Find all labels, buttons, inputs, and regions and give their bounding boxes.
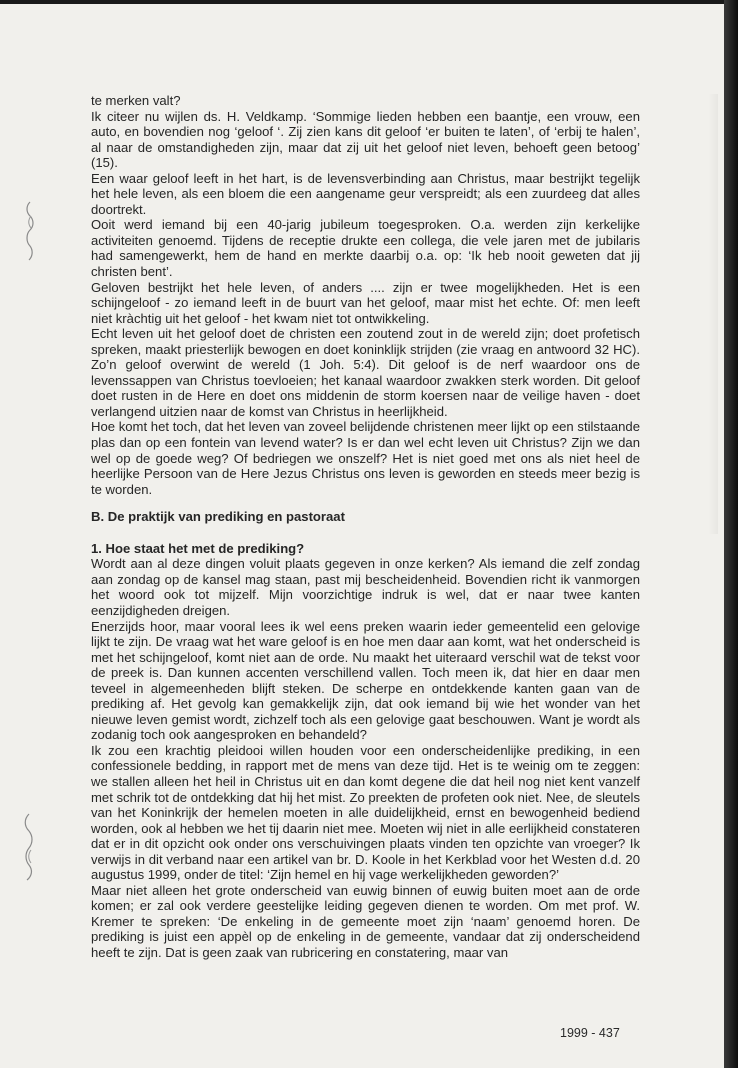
paragraph: Ik zou een krachtig pleidooi willen houden voor een onderscheidenlijke prediking, in een confessionele bedding, in rapport met de mens van deze tijd. Het is te weinig om te zeggen: we stallen alleen het heil in Christus uit en dan komt degene die dat heil nog niet kent vanzelf met schrik tot de ontdekking dat hij het mist. Zo preekten de profeten ook niet. Nee, de sleutels van het Koninkrijk der hemelen moeten in alle duidelijkheid, ernst en bewogenheid bediend worden, ook al hebben we het tij daarin niet mee. Moeten wij niet in alle eerlijkheid constateren dat er in dit opzicht ook onder ons verschuivingen plaats vinden ten opzichte van vroeger? Ik verwijs in dit verband naar een artikel van br. D. Koole in het Kerkblad voor het Westen d.d. 20 augustus 1999, onder de titel: ‘Zijn hemel en hij vage werkelijkheden geworden?’ xyxy=(91,742,640,883)
paragraph: Geloven bestrijkt het hele leven, of anders .... zijn er twee mogelijkheden. Het is een schijngeloof - zo iemand leeft in de buurt van het geloof, maar mist het echte. Of: men leeft niet kràchtig uit het geloof - het kwam niet tot ontwikkeling. xyxy=(91,279,640,326)
handwritten-margin-mark-bottom xyxy=(20,812,36,882)
paragraph: Enerzijds hoor, maar vooral lees ik wel eens preken waarin ieder gemeentelid een gelovige lijkt te zijn. De vraag wat het ware geloof is en hoe men daar aan komt, wat het onderscheid is met het schijngeloof, komt niet aan de orde. Nu maakt het uiteraard verschil wat de tekst voor de preek is. Dan kunnen accenten verschillend vallen. Toch meen ik, dat hier en daar men teveel in algemeenheden blijft steken. De scherpe en ontdekkende kanten gaan van de prediking af. Het gevolg kan gemakkelijk zijn, dat ook iemand bij wie het wonder van het nieuwe leven gemist wordt, zichzelf toch als een gelovige gaat beschouwen. Want je wordt als zodanig toch ook aangesproken en behandeld? xyxy=(91,618,640,743)
section-heading: B. De praktijk van prediking en pastoraat xyxy=(91,509,345,525)
bleed-through-shadow xyxy=(708,94,718,534)
subsection-heading: 1. Hoe staat het met de prediking? xyxy=(91,540,305,556)
document-page xyxy=(0,4,724,1068)
paragraph: Ik citeer nu wijlen ds. H. Veldkamp. ‘Sommige lieden hebben een baantje, een vrouw, een auto, en bovendien nog ‘geloof ‘. Zij zien kans dit geloof ‘er buiten te laten’, of ‘erbij te halen’, al naar de omstandigheden zijn, maar dat zij uit het geloof niet leven, behoeft geen betoog’ (15). xyxy=(91,108,640,171)
paragraph: Ooit werd iemand bij een 40-jarig jubileum toegesproken. O.a. werden zijn kerkelijke activiteiten genoemd. Tijdens de receptie drukte een collega, die vele jaren met de jubilaris had samengewerkt, hem de hand en merkte daarbij o.a. op: ‘Ik heb nooit geweten dat jij christen bent’. xyxy=(91,217,640,280)
paragraph: Een waar geloof leeft in het hart, is de levensverbinding aan Christus, maar bestrijkt tegelijk het hele leven, als een bloem die een aangename geur verspreidt; als een zuurdeeg dat alles doortrekt. xyxy=(91,170,640,217)
paragraph: Wordt aan al deze dingen voluit plaats gegeven in onze kerken? Als iemand die zelf zondag aan zondag op de kansel mag staan, past mij bescheidenheid. Bovendien richt ik vanmorgen het woord ook tot mijzelf. Mijn voorzichtige indruk is wel, dat er naar twee kanten eenzijdigheden dreigen. xyxy=(91,556,640,618)
page-number: 1999 - 437 xyxy=(560,1026,620,1040)
paragraph: te merken valt? xyxy=(91,93,181,108)
handwritten-margin-mark-top xyxy=(22,200,38,262)
scan-border xyxy=(724,0,738,1068)
paragraph: Maar niet alleen het grote onderscheid van euwig binnen of euwig buiten moet aan de orde komen; er zal ook verdere geestelijke leiding gegeven dienen te worden. Om met prof. W. Kremer te spreken: ‘De enkeling in de gemeente moet zijn ‘naam’ genoemd horen. De prediking is juist een appèl op de enkeling in de gemeente, vandaar dat zij onderscheidend heeft te zijn. Dat is geen zaak van rubricering en constatering, maar van xyxy=(91,882,640,960)
paragraph: Echt leven uit het geloof doet de christen een zoutend zout in de wereld zijn; doet profetisch spreken, maakt priesterlijk bewogen en doet koninklijk strijden (zie vraag en antwoord 32 HC). Zo’n geloof overwint de wereld (1 Joh. 5:4). Dit geloof is de nerf waardoor ons de levenssappen van Christus toevloeien; het kanaal waardoor zwakken sterk worden. Dit geloof doet rusten in de Here en doet ons middenin de storm koersen naar de veilige haven - doet verlangend uitzien naar de komst van Christus in heerlijkheid. xyxy=(91,326,640,419)
body-text xyxy=(91,93,640,961)
paragraph: Hoe komt het toch, dat het leven van zoveel belijdende christenen meer lijkt op een stilstaande plas dan op een fontein van levend water? Is er dan wel echt leven uit Christus? Zijn we dan wel op de goede weg? Of bedriegen we onszelf? Het is niet goed met ons als niet heel de heerlijke Persoon van de Here Jezus Christus ons leven is geworden en steeds meer bezig is te worden. xyxy=(91,419,640,497)
